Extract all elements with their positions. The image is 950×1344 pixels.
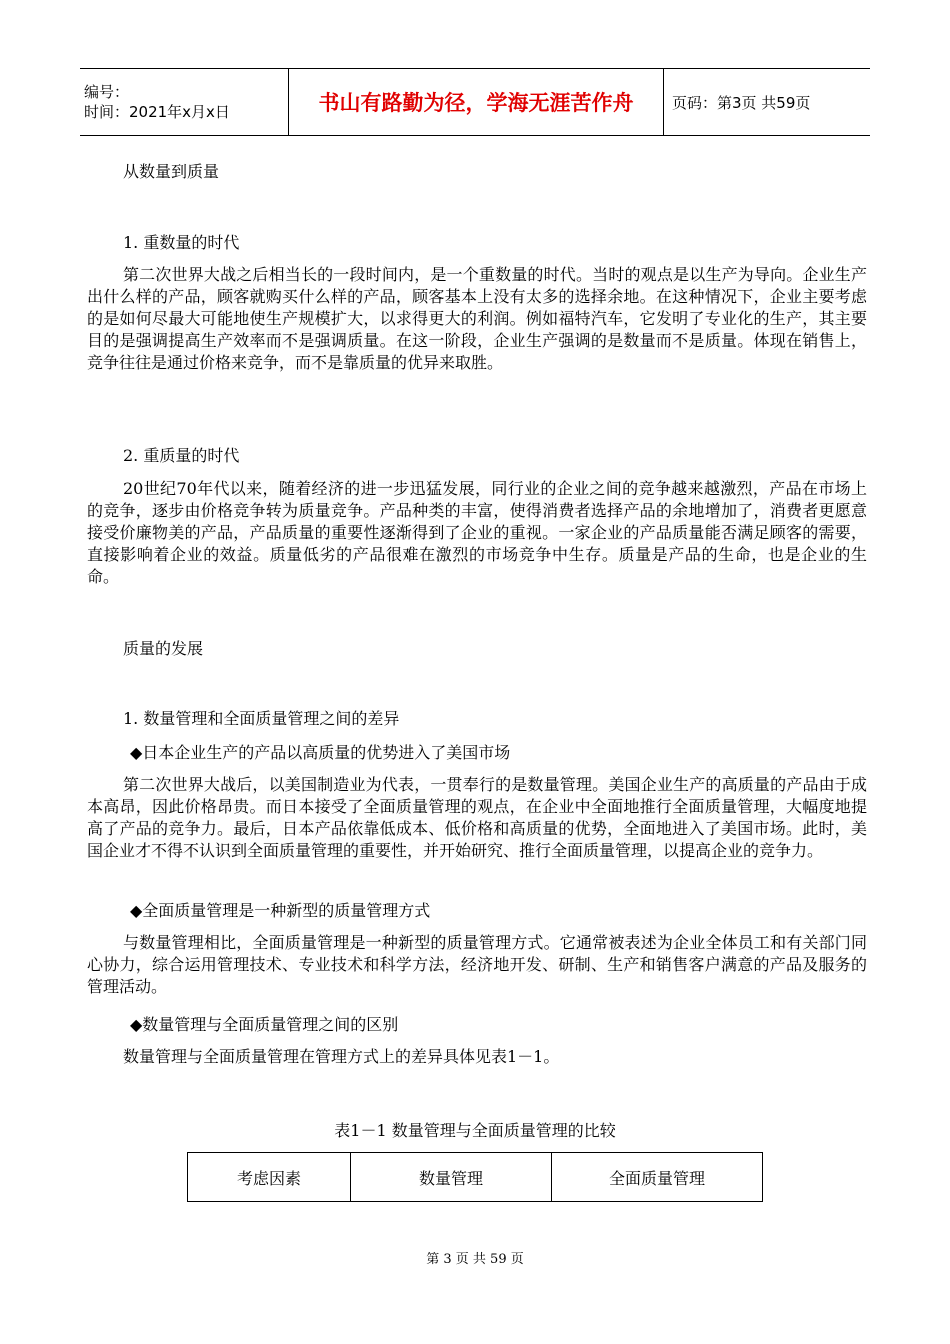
paragraph-quality-era: 20世纪70年代以来，随着经济的进一步迅猛发展，同行业的企业之间的竞争越来越激烈，产品在市场上的竞争，逐步由价格竞争转为质量竞争。产品种类的丰富，使得消费者选择产品的余地增加了，消费者更愿意接受价廉物美的产品，产品质量的重要性逐渐得到了企业的重视。一家企业的产品质量能否满足顾客的需要，直接影响着企业的效益。质量低劣的产品很难在激烈的市场竞争中生存。质量是产品的生命，也是企业的生命。 [87, 479, 867, 586]
table-header-quantity: 数量管理 [351, 1153, 552, 1202]
paragraph-new-management: 与数量管理相比，全面质量管理是一种新型的质量管理方式。它通常被表述为企业全体员工和有关部门同心协力，综合运用管理技术、专业技术和科学方法，经济地开发、研制、生产和销售客户满意的产品及服务的管理活动。 [87, 933, 867, 996]
header-motto: 书山有路勤为径，学海无涯苦作舟 [289, 69, 664, 136]
document-header [80, 68, 870, 136]
table-header-row [188, 1153, 763, 1202]
header-page-info: 页码：第3页 共59页 [664, 69, 871, 136]
time-label: 时间：2021年x月x日 [84, 103, 230, 121]
subsection-title-quality-era: 2. 重质量的时代 [123, 446, 240, 465]
bullet-japan-market: ◆日本企业生产的产品以高质量的优势进入了美国市场 [130, 743, 511, 762]
bullet-differences: ◆数量管理与全面质量管理之间的区别 [130, 1015, 399, 1034]
subsection-title-differences: 1. 数量管理和全面质量管理之间的差异 [123, 709, 400, 728]
bullet-new-management: ◆全面质量管理是一种新型的质量管理方式 [130, 901, 431, 920]
number-label: 编号： [84, 83, 130, 101]
table-header-tqm: 全面质量管理 [552, 1153, 763, 1202]
subsection-title-quantity-era: 1. 重数量的时代 [123, 233, 240, 252]
paragraph-japan-market: 第二次世界大战后，以美国制造业为代表，一贯奉行的是数量管理。美国企业生产的高质量的产品由于成本高昂，因此价格昂贵。而日本接受了全面质量管理的观点，在企业中全面地推行全面质量管理，大幅度地提高了产品的竞争力。最后，日本产品依靠低成本、低价格和高质量的优势，全面地进入了美国市场。此时，美国企业才不得不认识到全面质量管理的重要性，并开始研究、推行全面质量管理，以提高企业的竞争力。 [87, 775, 867, 860]
page-footer: 第 3 页 共 59 页 [426, 1252, 524, 1267]
paragraph-table-reference: 数量管理与全面质量管理在管理方式上的差异具体见表1－1。 [123, 1047, 560, 1066]
section-title-quality-development: 质量的发展 [123, 639, 204, 658]
header-meta [80, 69, 289, 136]
table-header-factor: 考虑因素 [188, 1153, 351, 1202]
paragraph-quantity-era: 第二次世界大战之后相当长的一段时间内，是一个重数量的时代。当时的观点是以生产为导向。企业生产出什么样的产品，顾客就购买什么样的产品，顾客基本上没有太多的选择余地。在这种情况下，企业主要考虑的是如何尽最大可能地使生产规模扩大，以求得更大的利润。例如福特汽车，它发明了专业化的生产，其主要目的是强调提高生产效率而不是强调质量。在这一阶段，企业生产强调的是数量而不是质量。体现在销售上，竞争往往是通过价格来竞争，而不是靠质量的优异来取胜。 [87, 265, 867, 372]
table-caption: 表1－1 数量管理与全面质量管理的比较 [334, 1121, 616, 1140]
section-title-quantity-to-quality: 从数量到质量 [123, 162, 220, 181]
comparison-table [187, 1152, 763, 1202]
